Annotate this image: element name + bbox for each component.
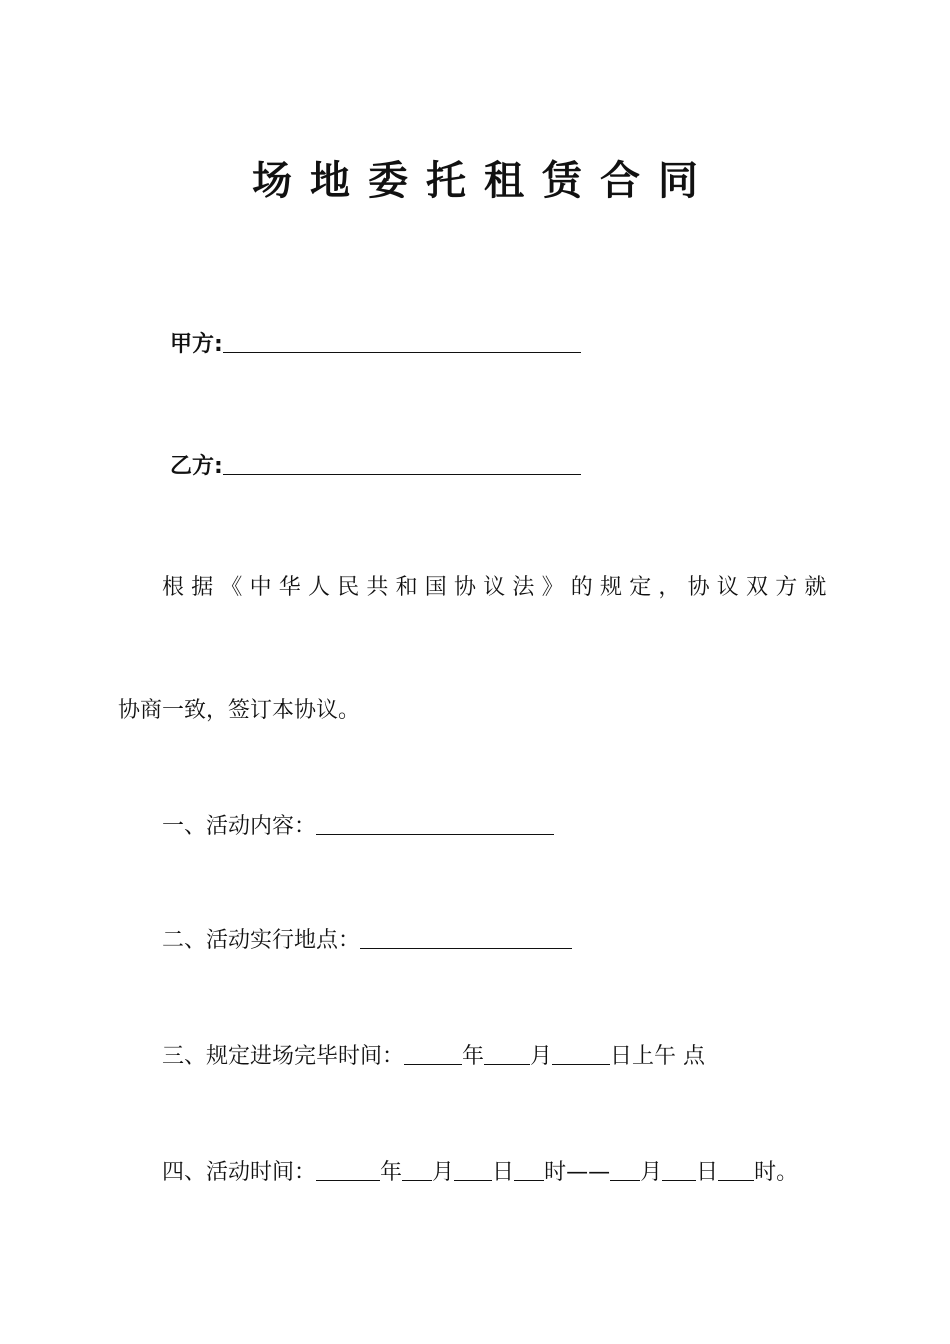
clause-3-line [162,1042,705,1072]
clause-4-hour2: 时。 [754,1160,799,1185]
clause-4-month1: 月 [432,1160,455,1185]
party-b-line [170,452,581,482]
clause-4-hour1-blank[interactable] [514,1158,544,1181]
clause-2-blank[interactable] [360,926,572,949]
party-b-label: 乙方: [170,454,223,479]
clause-4-month2: 月 [640,1160,663,1185]
clause-4-day2: 日 [696,1160,719,1185]
clause-4-hour2-blank[interactable] [718,1158,754,1181]
clause-2-line [162,926,572,956]
clause-4-month2-blank[interactable] [610,1158,640,1181]
clause-3-day-blank[interactable] [552,1042,610,1065]
clause-3-year-blank[interactable] [404,1042,462,1065]
clause-4-year-blank[interactable] [316,1158,380,1181]
clause-3-month-blank[interactable] [484,1042,530,1065]
document-title: 场地委托租赁合同 [252,158,716,204]
clause-4-year: 年 [380,1160,403,1185]
intro-paragraph-line-2: 协商一致，签订本协议。 [118,698,361,723]
clause-1-blank[interactable] [316,812,554,835]
clause-4-dash: —— [566,1160,611,1185]
clause-2-label: 二、活动实行地点： [162,928,361,953]
clause-1-line [162,812,554,842]
party-b-blank[interactable] [223,452,581,475]
clause-3-month: 月 [530,1044,553,1069]
party-a-line [170,330,581,360]
clause-4-hour1: 时 [544,1160,567,1185]
clause-4-month1-blank[interactable] [402,1158,432,1181]
clause-3-year: 年 [462,1044,485,1069]
party-a-blank[interactable] [223,330,581,353]
clause-1-label: 一、活动内容： [162,814,317,839]
clause-4-day1: 日 [492,1160,515,1185]
clause-4-day2-blank[interactable] [662,1158,696,1181]
party-a-label: 甲方: [170,332,223,357]
clause-4-line [162,1158,798,1188]
clause-4-day1-blank[interactable] [454,1158,492,1181]
clause-4-label: 四、活动时间： [162,1160,317,1185]
clause-3-label: 三、规定进场完毕时间： [162,1044,405,1069]
intro-paragraph-line-1: 根据《中华人民共和国协议法》的规定，协议双方就 [162,575,834,600]
clause-3-day-suffix: 日上午 点 [610,1044,706,1069]
